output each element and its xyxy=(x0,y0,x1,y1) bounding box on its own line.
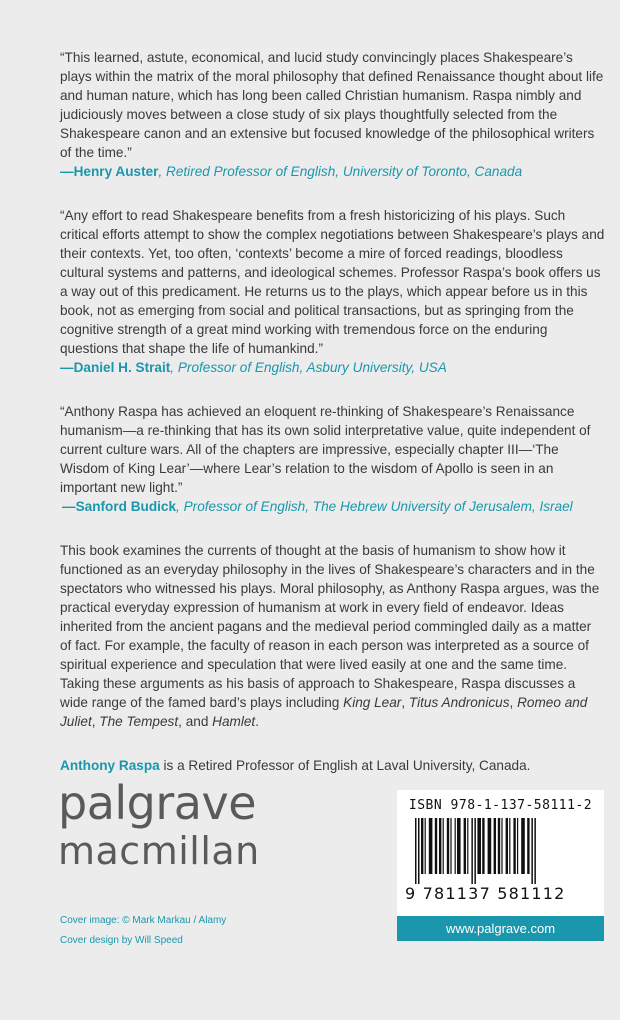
description-text: This book examines the currents of thought at the basis of humanism to show how it functioned as an everyday philosophy in the lives of Shakespeare’s characters and in the spectators who witnessed his plays. Moral philosophy, as Anthony Raspa argues, was the practical everyday expression of humanism at work in every field of endeavor. Ideas inherited from the ancient pagans and the medieval period commingled daily as a matter of fact. For example, the faculty of reason in each person was interpreted as a source of spiritual experience and speculation that were lived easily at one and the same time. Taking these arguments as his basis of approach to Shakespeare, Raspa discusses a wide range of the famed bard’s plays including xyxy=(60,543,600,710)
barcode-bar xyxy=(443,818,444,874)
barcode-bar xyxy=(455,818,456,874)
author-name: Anthony Raspa xyxy=(60,758,160,773)
author-bio-line xyxy=(60,756,605,775)
barcode-bar xyxy=(477,818,481,874)
barcode-bar xyxy=(457,818,461,874)
separator: , and xyxy=(178,714,213,729)
barcode-bar xyxy=(517,818,518,874)
blurb-quote: “Any effort to read Shakespeare benefits from a fresh historicizing of his plays. Such critical efforts attempt to show the complex negotiations between Shakespeare’s plays and their contexts. Yet, too often, ‘contexts’ become a mire of forced readings, bloodless cultural systems and patterns, and ideological schemes. Professor Raspa’s book offers us a way out of this predicament. He returns us to the plays, which appear before us in this book, not as emerging from social and political transactions, but as springing from the cognitive strength of a great mind working with tremendous force on the enduring questions that shape the life of humankind.” xyxy=(60,208,605,356)
barcode-bar xyxy=(506,818,508,874)
play-title: Romeo and Juliet xyxy=(60,695,588,729)
separator: , xyxy=(509,695,518,710)
blurb-attribution xyxy=(60,358,605,377)
separator: , xyxy=(91,714,100,729)
logo-line-2: macmillan xyxy=(58,829,260,873)
publisher-url: www.palgrave.com xyxy=(397,916,604,941)
description-paragraph xyxy=(60,541,605,731)
blurb-3 xyxy=(60,402,605,516)
play-title: Titus Andronicus xyxy=(408,695,510,710)
blurb-attribution xyxy=(60,497,605,516)
blurb-author-title: , Professor of English, The Hebrew University of Jerusalem, Israel xyxy=(176,499,573,514)
barcode-bar xyxy=(498,818,500,874)
barcode-bar xyxy=(531,818,533,884)
barcode-bars xyxy=(405,818,597,884)
blurb-author: —Henry Auster xyxy=(60,164,159,179)
barcode-bar xyxy=(439,818,441,874)
play-title: Hamlet xyxy=(212,714,256,729)
barcode-bar xyxy=(509,818,510,874)
blurb-author-title: , Professor of English, Asbury University, USA xyxy=(170,360,447,375)
blurb-2 xyxy=(60,206,605,377)
blurb-quote: “This learned, astute, economical, and lucid study convincingly places Shakespeare’s plays within the matrix of the moral philosophy that defined Renaissance thought about life and human nature, which has long been called Christian humanism. Raspa nimbly and judiciously moves between a close study of six plays thoughtfully selected from the Shakespeare canon and an extensive but focused knowledge of the philosophical writers of the time.” xyxy=(60,50,604,160)
barcode-bar xyxy=(429,818,433,874)
barcode-bar xyxy=(435,818,437,874)
author-bio xyxy=(60,756,605,775)
barcode-bar xyxy=(527,818,529,874)
barcode-bar xyxy=(488,818,492,874)
barcode-bar xyxy=(521,818,525,874)
blurb-author-title: , Retired Professor of English, University of Toronto, Canada xyxy=(158,164,523,179)
barcode-bar xyxy=(482,818,484,874)
barcode-bar xyxy=(415,818,417,884)
barcode-bar xyxy=(474,818,476,884)
isbn-label: ISBN 978-1-137-58111-2 xyxy=(408,798,593,813)
barcode-bar xyxy=(421,818,423,874)
barcode-bar xyxy=(471,818,473,884)
play-title: King Lear xyxy=(343,695,402,710)
publisher-logo xyxy=(58,778,260,872)
blurb-attribution xyxy=(60,162,605,181)
barcode-panel xyxy=(397,790,604,941)
play-title: The Tempest xyxy=(99,714,179,729)
barcode-bar xyxy=(425,818,426,874)
separator: , xyxy=(401,695,409,710)
separator: . xyxy=(255,714,259,729)
barcode-bar xyxy=(467,818,468,874)
author-bio-text: is a Retired Professor of English at Laval University, Canada. xyxy=(159,758,531,773)
barcode-bar xyxy=(534,818,536,884)
cover-text xyxy=(60,48,605,800)
logo-line-1: palgrave xyxy=(58,776,256,830)
book-description xyxy=(60,541,605,731)
cover-design-credit: Cover design by Will Speed xyxy=(60,935,183,946)
blurb-author: —Daniel H. Strait xyxy=(60,360,171,375)
barcode-bar xyxy=(450,818,451,874)
cover-credits xyxy=(60,911,226,951)
blurb-author: —Sanford Budick xyxy=(62,499,177,514)
barcode-bar xyxy=(494,818,496,874)
barcode-bar xyxy=(513,818,515,874)
barcode-digits: 9 781137 581112 xyxy=(405,884,566,903)
cover-image-credit: Cover image: © Mark Markau / Alamy xyxy=(60,915,227,926)
blurb-1 xyxy=(60,48,605,181)
barcode-bar xyxy=(418,818,420,884)
barcode-bar xyxy=(464,818,466,874)
blurb-quote: “Anthony Raspa has achieved an eloquent re-thinking of Shakespeare’s Renaissance humanism—a re-thinking that has its own solid interpretative value, quite independent of current culture wars. All of the chapters are impressive, especially chapter III—‘The Wisdom of King Lear’—where Lear’s relation to the wisdom of Apollo is seen in an important new light.” xyxy=(60,404,591,495)
barcode-bar xyxy=(447,818,449,874)
barcode-bar xyxy=(501,818,502,874)
